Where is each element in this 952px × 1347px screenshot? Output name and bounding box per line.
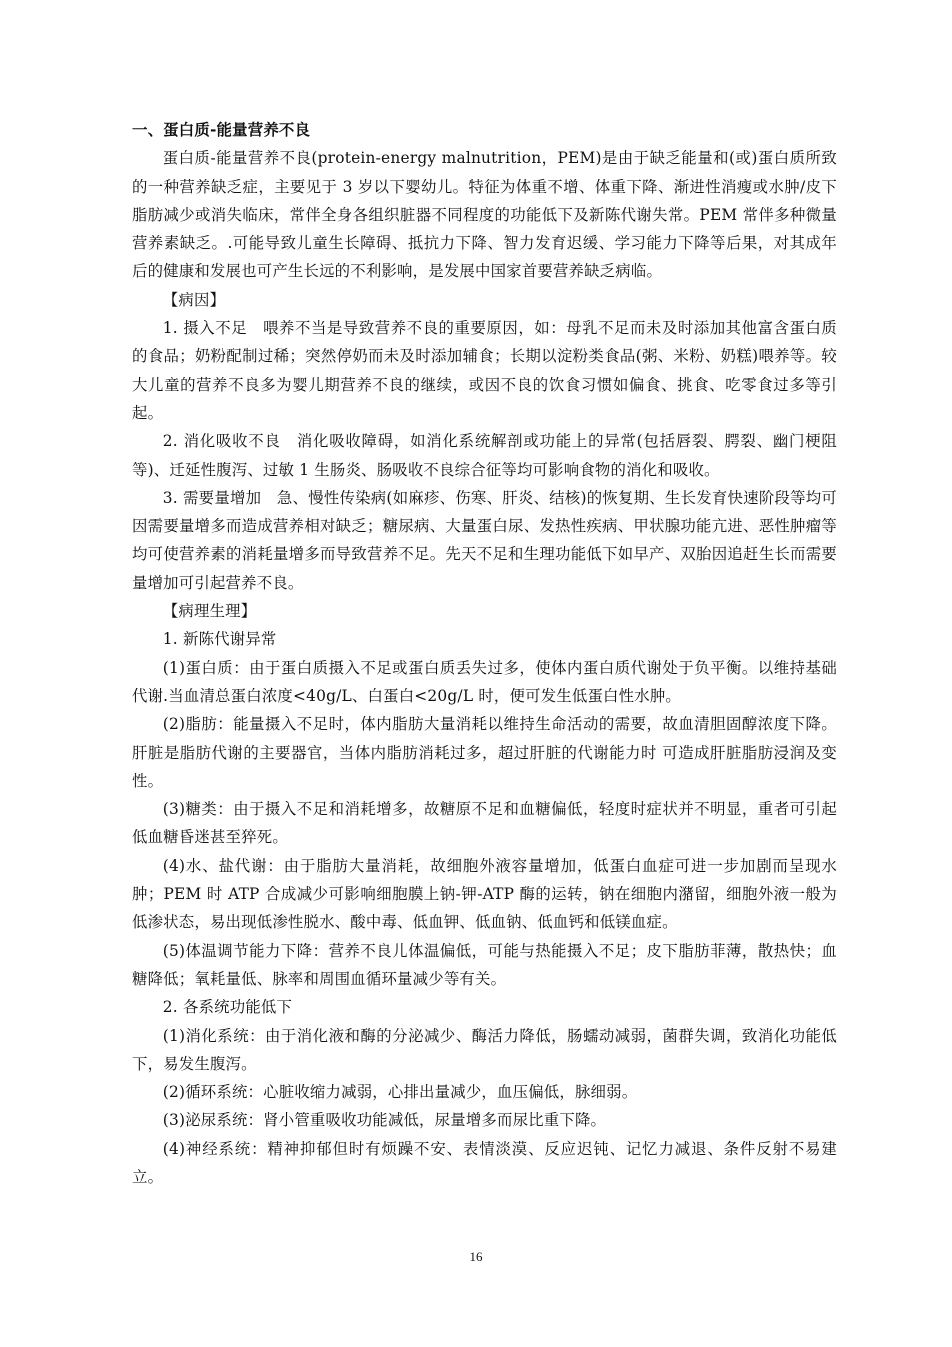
pathophysiology-heading-1: 1. 新陈代谢异常 <box>162 630 277 649</box>
document-body <box>132 116 837 1191</box>
metabolism-temperature: (5)体温调节能力下降：营养不良儿体温偏低，可能与热能摄入不足；皮下脂肪菲薄，散热快；血糖降低；氧耗量低、脉率和周围血循环量减少等有关。 <box>132 941 837 988</box>
section-label-pathophysiology: 【病理生理】 <box>162 602 257 621</box>
metabolism-fat: (2)脂肪：能量摄入不足时，体内脂肪大量消耗以维持生命活动的需要，故血清胆固醇浓度下降。肝脏是脂肪代谢的主要器官，当体内脂肪消耗过多，超过肝脏的代谢能力时 可造成肝脏脂肪浸润及变性。 <box>132 715 837 790</box>
system-urinary: (3)泌尿系统：肾小管重吸收功能减低，尿量增多而尿比重下降。 <box>162 1111 607 1130</box>
etiology-item-3: 3. 需要量增加 急、慢性传染病(如麻疹、伤寒、肝炎、结核)的恢复期、生长发育快速阶段等均可因需要量增多而造成营养相对缺乏；糖尿病、大量蛋白尿、发热性疾病、甲状腺功能亢进、恶性肿瘤等均可使营养素的消耗量增多而导致营养不足。先天不足和生理功能低下如早产、双胎因追赶生长而需要量增加可引起营养不良。 <box>132 488 837 592</box>
paragraph-list <box>132 144 837 1191</box>
system-circulatory: (2)循环系统：心脏收缩力减弱，心排出量减少，血压偏低，脉细弱。 <box>162 1083 638 1102</box>
etiology-item-2: 2. 消化吸收不良 消化吸收障碍，如消化系统解剖或功能上的异常(包括唇裂、腭裂、幽门梗阻等)、迁延性腹泻、过敏 1 生肠炎、肠吸收不良综合征等均可影响食物的消化和吸收。 <box>132 432 837 479</box>
metabolism-water-salt: (4)水、盐代谢：由于脂肪大量消耗，故细胞外液容量增加，低蛋白血症可进一步加剧而呈现水肿；PEM 时 ATP 合成减少可影响细胞膜上钠-钾-ATP 酶的运转，钠在细胞内潴留，细胞外液一般为低渗状态，易出现低渗性脱水、酸中毒、低血钾、低血钠、低血钙和低镁血症。 <box>132 856 837 932</box>
etiology-item-1: 1. 摄入不足 喂养不当是导致营养不良的重要原因，如：母乳不足而未及时添加其他富含蛋白质的食品；奶粉配制过稀；突然停奶而未及时添加辅食；长期以淀粉类食品(粥、米粉、奶糕)喂养等。较大儿童的营养不良多为婴儿期营养不良的继续，或因不良的饮食习惯如偏食、挑食、吃零食过多等引起。 <box>132 319 837 422</box>
page-number: 16 <box>469 1249 483 1264</box>
section-title: 一、蛋白质-能量营养不良 <box>132 121 311 139</box>
metabolism-sugar: (3)糖类：由于摄入不足和消耗增多，故糖原不足和血糖偏低，轻度时症状并不明显，重者可引起低血糖昏迷甚至猝死。 <box>132 800 837 847</box>
intro-paragraph: 蛋白质-能量营养不良(protein-energy malnutrition，PEM)是由于缺乏能量和(或)蛋白质所致的一种营养缺乏症，主要见于 3 岁以下婴幼儿。特征为体重不增、体重下降、渐进性消瘦或水肿/皮下脂肪减少或消失临床，常伴全身各组织脏器不同程度的功能低下及新陈代谢失常。PEM 常伴多种微量营养素缺乏。.可能导致儿童生长障碍、抵抗力下降、智力发育迟缓、学习能力下降等后果，对其成年后的健康和发展也可产生长远的不利影响，是发展中国家首要营养缺乏病临。 <box>132 149 837 281</box>
pathophysiology-heading-2: 2. 各系统功能低下 <box>162 998 293 1017</box>
metabolism-protein: (1)蛋白质：由于蛋白质摄入不足或蛋白质丢失过多，使体内蛋白质代谢处于负平衡。以维持基础代谢.当血清总蛋白浓度<40g/L、白蛋白<20g/L 时，便可发生低蛋白性水肿。 <box>132 658 837 705</box>
section-label-etiology: 【病因】 <box>162 290 226 309</box>
system-digestive: (1)消化系统：由于消化液和酶的分泌减少、酶活力降低，肠蠕动减弱，菌群失调，致消化功能低下，易发生腹泻。 <box>132 1026 837 1073</box>
system-nervous: (4)神经系统：精神抑郁但时有烦躁不安、表情淡漠、反应迟钝、记忆力减退、条件反射不易建立。 <box>132 1139 837 1186</box>
